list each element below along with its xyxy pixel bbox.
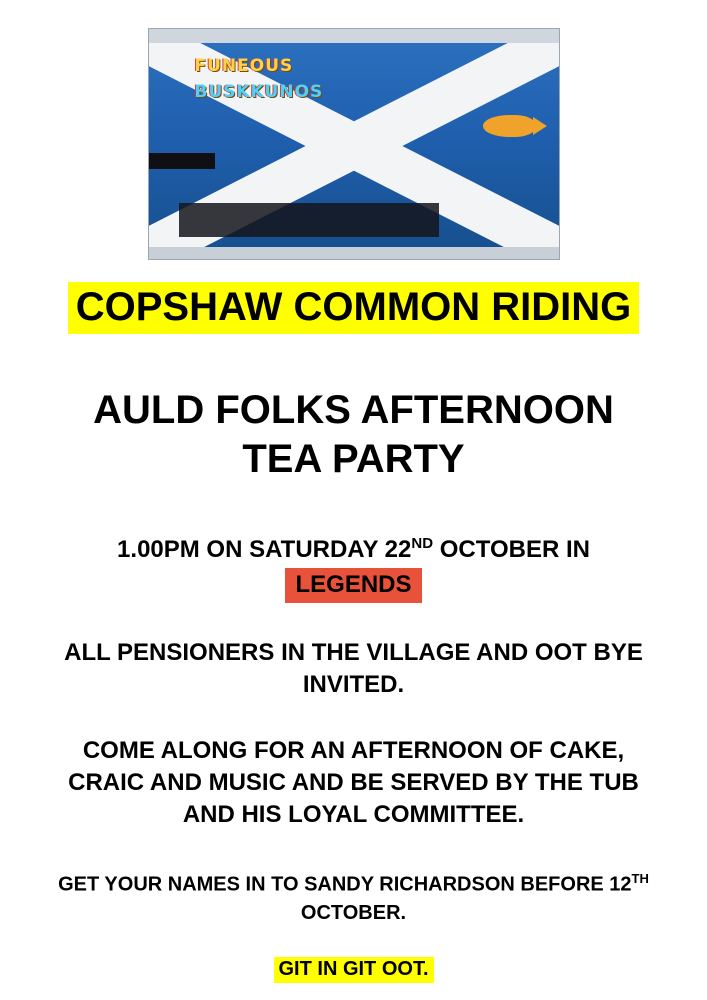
banner-letter-text	[195, 53, 385, 111]
event-time-suffix: OCTOBER IN	[433, 536, 590, 563]
deadline-prefix: GET YOUR NAMES IN TO SANDY RICHARDSON BEFORE 12	[58, 873, 632, 896]
invite-paragraph: ALL PENSIONERS IN THE VILLAGE AND OOT BYE INVITED.	[64, 639, 643, 698]
banner-line-2: BUSKKUNOS	[194, 82, 324, 102]
banner-line-1: FUNEOUS	[194, 56, 294, 76]
event-venue: LEGENDS	[285, 568, 421, 603]
event-datetime	[34, 528, 674, 603]
photo-bottom-strip	[149, 247, 559, 259]
event-subtitle-line-1: AULD FOLKS AFTERNOON	[93, 388, 614, 432]
event-subtitle-line-2: TEA PARTY	[242, 437, 465, 481]
details-paragraph: COME ALONG FOR AN AFTERNOON OF CAKE, CRAIC AND MUSIC AND BE SERVED BY THE TUB AND HIS LOYAL COMMITTEE.	[68, 737, 639, 828]
deadline-suffix: OCTOBER.	[300, 901, 407, 924]
event-time-prefix: 1.00PM ON SATURDAY 22	[117, 536, 412, 563]
closing-container	[0, 957, 707, 983]
closing-slogan: GIT IN GIT OOT.	[274, 957, 434, 983]
fish-icon	[483, 115, 535, 137]
deadline-paragraph	[34, 865, 674, 927]
deadline-ordinal: TH	[631, 871, 649, 886]
event-date-ordinal: ND	[411, 535, 434, 552]
photo-left-dark-bar	[149, 153, 215, 169]
headline-container	[0, 282, 707, 334]
saltire-flag-photo	[148, 28, 560, 260]
photo-lower-dark-band	[179, 203, 439, 237]
event-subtitle	[44, 386, 664, 484]
page-title: COPSHAW COMMON RIDING	[68, 282, 640, 334]
